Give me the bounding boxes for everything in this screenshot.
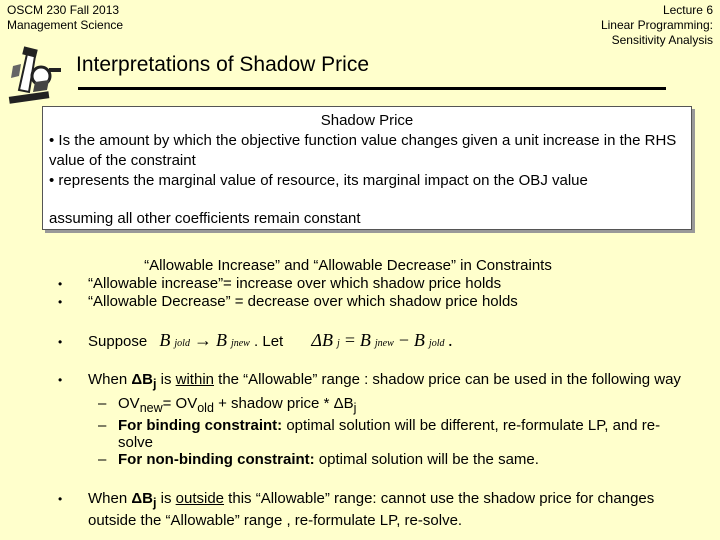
let-text: . Let [254, 333, 284, 350]
within-range-text [88, 371, 690, 393]
spacer [49, 191, 685, 209]
text-run: is [156, 490, 176, 507]
subscript-old: old [197, 401, 214, 415]
bullet-icon: • [58, 373, 63, 387]
list-item [50, 490, 690, 530]
suppose-text: Suppose [88, 333, 148, 350]
ov-formula [118, 395, 356, 417]
lecture-header [601, 3, 713, 48]
allowable-increase-text: “Allowable increase”= increase over which shadow price holds [88, 275, 502, 292]
math-minus: − [397, 330, 410, 350]
list-item [50, 331, 690, 353]
bullet-list [50, 257, 690, 530]
list-item [50, 275, 690, 293]
bullet-icon: • [58, 335, 63, 349]
suppose-line [88, 331, 690, 353]
sub-item [98, 395, 690, 417]
bullet-icon: • [58, 277, 63, 291]
lecture-number: Lecture 6 [662, 3, 713, 17]
slide-title: Interpretations of Shadow Price [76, 53, 369, 76]
text-run: this “Allowable” range: cannot use the shadow price for changes outside the “Allowable” range , re-formulate LP, re-solve [88, 490, 655, 529]
subscript-j: j [152, 496, 157, 510]
dash-icon: – [98, 395, 107, 412]
bullet-icon: • [58, 492, 63, 506]
allowable-decrease-text: “Allowable Decrease” = decrease over which shadow price holds [88, 293, 518, 310]
text-run: When [88, 371, 132, 388]
math-subscript: jold [174, 338, 190, 349]
math-subscript: j [336, 338, 340, 349]
bullet-icon: • [58, 295, 63, 309]
within-word: within [175, 371, 214, 388]
non-binding-label: For non-binding constraint: [118, 451, 315, 468]
course-name: Management Science [7, 18, 124, 32]
lecture-topic: Linear Programming: [600, 18, 713, 32]
course-code: OSCM 230 Fall 2013 [7, 3, 120, 17]
list-item [50, 293, 690, 311]
delta-formula [311, 331, 453, 353]
definition-point-2: • represents the marginal value of resource, its marginal impact on the OBJ value [49, 172, 588, 189]
allowable-heading: “Allowable Increase” and “Allowable Decrease” in Constraints [144, 257, 552, 274]
definition-point-1: • Is the amount by which the objective function value changes given a unit increase in the RHS value of the constraint [49, 132, 677, 169]
outside-range-text [88, 490, 690, 530]
dash-icon: – [98, 417, 107, 434]
title-underline [78, 87, 666, 90]
math-subscript: jold [428, 338, 445, 349]
outside-word: outside [175, 490, 225, 507]
text-run: = OV [162, 395, 198, 412]
subscript-new: new [139, 401, 163, 415]
math-equals: = [343, 330, 356, 350]
math-subscript: jnew [230, 338, 250, 349]
list-item [50, 371, 690, 393]
definition-heading: Shadow Price [320, 112, 414, 129]
dash-icon: – [98, 451, 107, 468]
lecture-subtopic: Sensitivity Analysis [611, 33, 713, 47]
subscript-j: j [353, 401, 357, 415]
subscript-j: j [152, 377, 157, 391]
text-run: + shadow price * ΔB [213, 395, 354, 412]
text-run: is [156, 371, 176, 388]
change-formula [159, 331, 249, 353]
math-period: . [448, 330, 453, 350]
sub-item [98, 451, 690, 468]
binding-text [118, 417, 690, 451]
non-binding-text [118, 451, 539, 468]
definition-box [42, 106, 692, 230]
text-run: the “Allowable” range : shadow price can be used in the following way [214, 371, 681, 388]
math-b: B [215, 330, 227, 350]
definition-assumption: assuming all other coefficients remain constant [49, 210, 361, 227]
text-run: optimal solution will be different, re-formulate LP, and re-solve [118, 417, 661, 451]
text-run: OV [118, 395, 140, 412]
delta-b: ΔB [131, 490, 153, 507]
math-b: B [359, 330, 371, 350]
math-b: B [413, 330, 425, 350]
sub-item [98, 417, 690, 451]
text-run: optimal solution will be the same. [314, 451, 539, 468]
course-header [7, 3, 123, 33]
math-delta: ΔB [311, 330, 333, 350]
microscope-icon [5, 46, 67, 104]
math-b: B [159, 330, 171, 350]
binding-label: For binding constraint: [118, 417, 283, 434]
math-subscript: jnew [374, 338, 394, 349]
text-run: When [88, 490, 132, 507]
arrow-icon: → [193, 330, 212, 350]
text-run: . [457, 512, 463, 529]
delta-b: ΔB [131, 371, 153, 388]
